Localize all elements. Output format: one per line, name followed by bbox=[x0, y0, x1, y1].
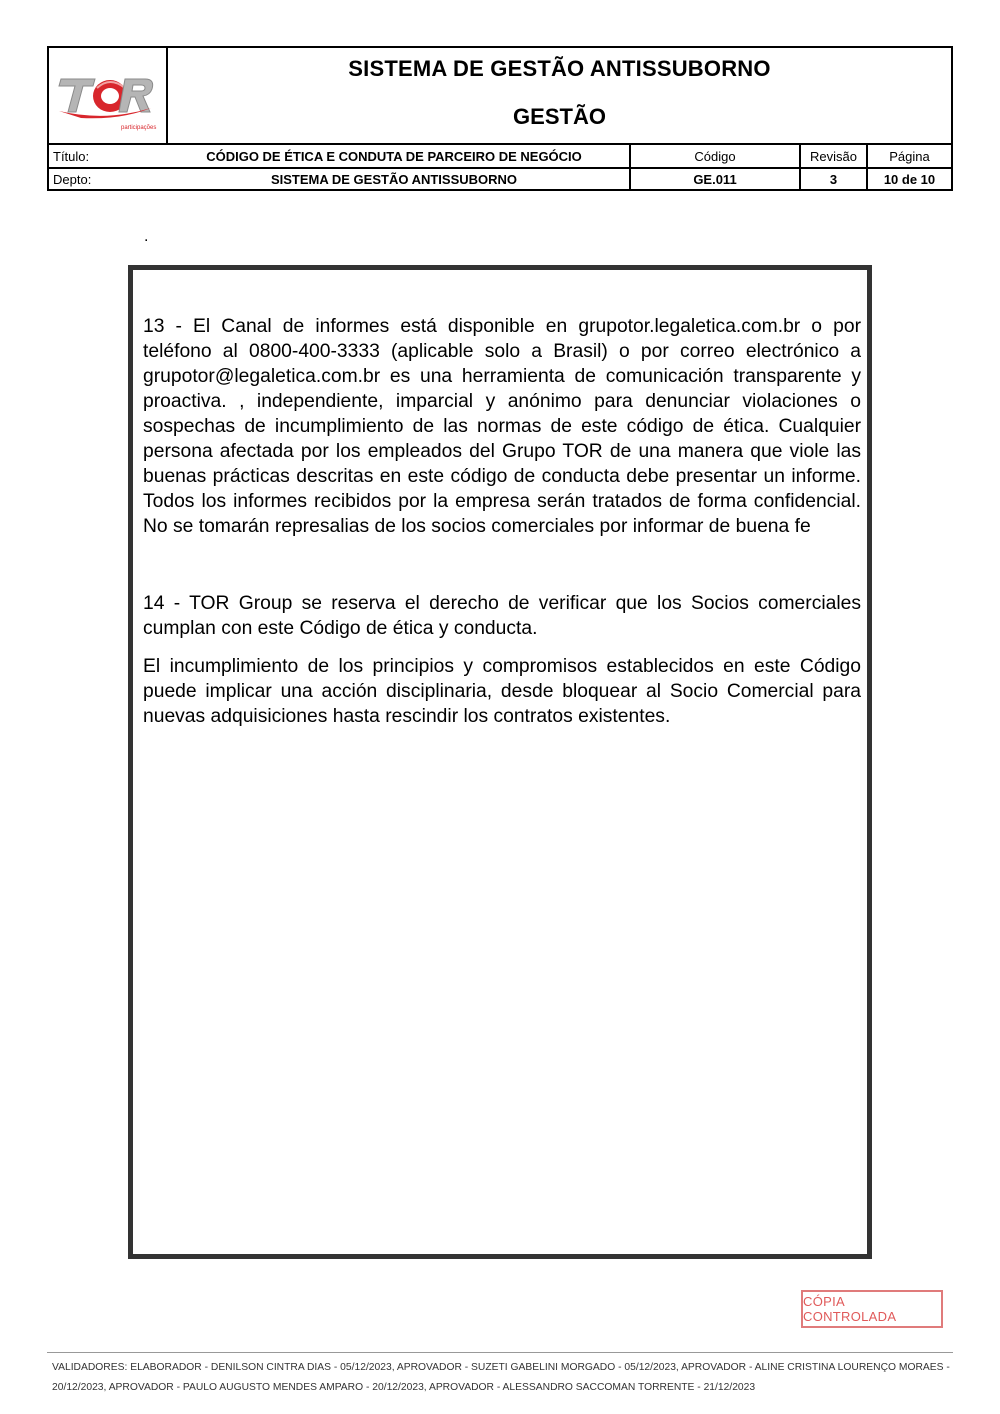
codigo-label: Código bbox=[629, 145, 799, 167]
depto-value: SISTEMA DE GESTÃO ANTISSUBORNO bbox=[270, 171, 518, 187]
content-text bbox=[143, 314, 861, 729]
paragraph-14: 14 - TOR Group se reserva el derecho de verificar que los Socios comerciales cumplan con este Código de ética y conducta. bbox=[143, 593, 861, 639]
content-box bbox=[128, 265, 872, 1259]
footer-line-2: 20/12/2023, APROVADOR - PAULO AUGUSTO MENDES AMPARO - 20/12/2023, APROVADOR - ALESSANDRO SACCOMAN TORRENTE - 21/12/2023 bbox=[52, 1382, 756, 1393]
footer-divider bbox=[47, 1352, 953, 1353]
depto-label: Depto: bbox=[53, 171, 92, 187]
footer-validators bbox=[52, 1358, 952, 1398]
codigo-value: GE.011 bbox=[629, 169, 799, 189]
logo-subtitle: participações bbox=[121, 125, 157, 131]
section-title: GESTÃO bbox=[513, 104, 606, 129]
pagina-label: Página bbox=[866, 145, 951, 167]
document-header bbox=[47, 46, 953, 191]
titulo-value: CÓDIGO DE ÉTICA E CONDUTA DE PARCEIRO DE NEGÓCIO bbox=[206, 148, 582, 164]
logo-cell bbox=[49, 48, 168, 143]
revisao-label: Revisão bbox=[799, 145, 866, 167]
controlled-copy-stamp: CÓPIA CONTROLADA bbox=[801, 1290, 943, 1328]
title-cell bbox=[168, 48, 951, 143]
meta-row-depto bbox=[49, 167, 951, 189]
tor-logo bbox=[51, 48, 166, 141]
meta-row-title bbox=[49, 143, 951, 167]
revisao-value: 3 bbox=[799, 169, 866, 189]
titulo-label: Título: bbox=[53, 148, 90, 164]
paragraph-noncompliance: El incumplimiento de los principios y compromisos establecidos en este Código puede implicar una acción disciplinaria, desde bloquear al Socio Comercial para nuevas adquisiciones hasta rescindir los contratos existentes. bbox=[143, 656, 861, 727]
stray-mark: . bbox=[144, 228, 149, 245]
paragraph-13: 13 - El Canal de informes está disponible en grupotor.legaletica.com.br o por teléfono al 0800-400-3333 (aplicable solo a Brasil) o por correo electrónico a grupotor@legaletica.com.br es una herramienta de comunicación transparente y proactiva. , independiente, imparcial y anónimo para denunciar violaciones o sospechas de incumplimiento de las normas de este código de ética. Cualquier persona afectada por los empleados del Grupo TOR de una manera que viole las buenas prácticas descritas en este código de conducta debe presentar un informe. Todos los informes recibidos por la empresa serán tratados de forma confidencial. No se tomarán represalias de los socios comerciales por informar de buena fe bbox=[143, 316, 861, 537]
pagina-value: 10 de 10 bbox=[866, 169, 951, 189]
footer-line-1: VALIDADORES: ELABORADOR - DENILSON CINTRA DIAS - 05/12/2023, APROVADOR - SUZETI GABELINI MORGADO - 05/12/2023, APROVADOR - ALINE CRISTINA LOURENÇO MORAES - bbox=[52, 1362, 950, 1373]
system-title: SISTEMA DE GESTÃO ANTISSUBORNO bbox=[348, 56, 771, 81]
